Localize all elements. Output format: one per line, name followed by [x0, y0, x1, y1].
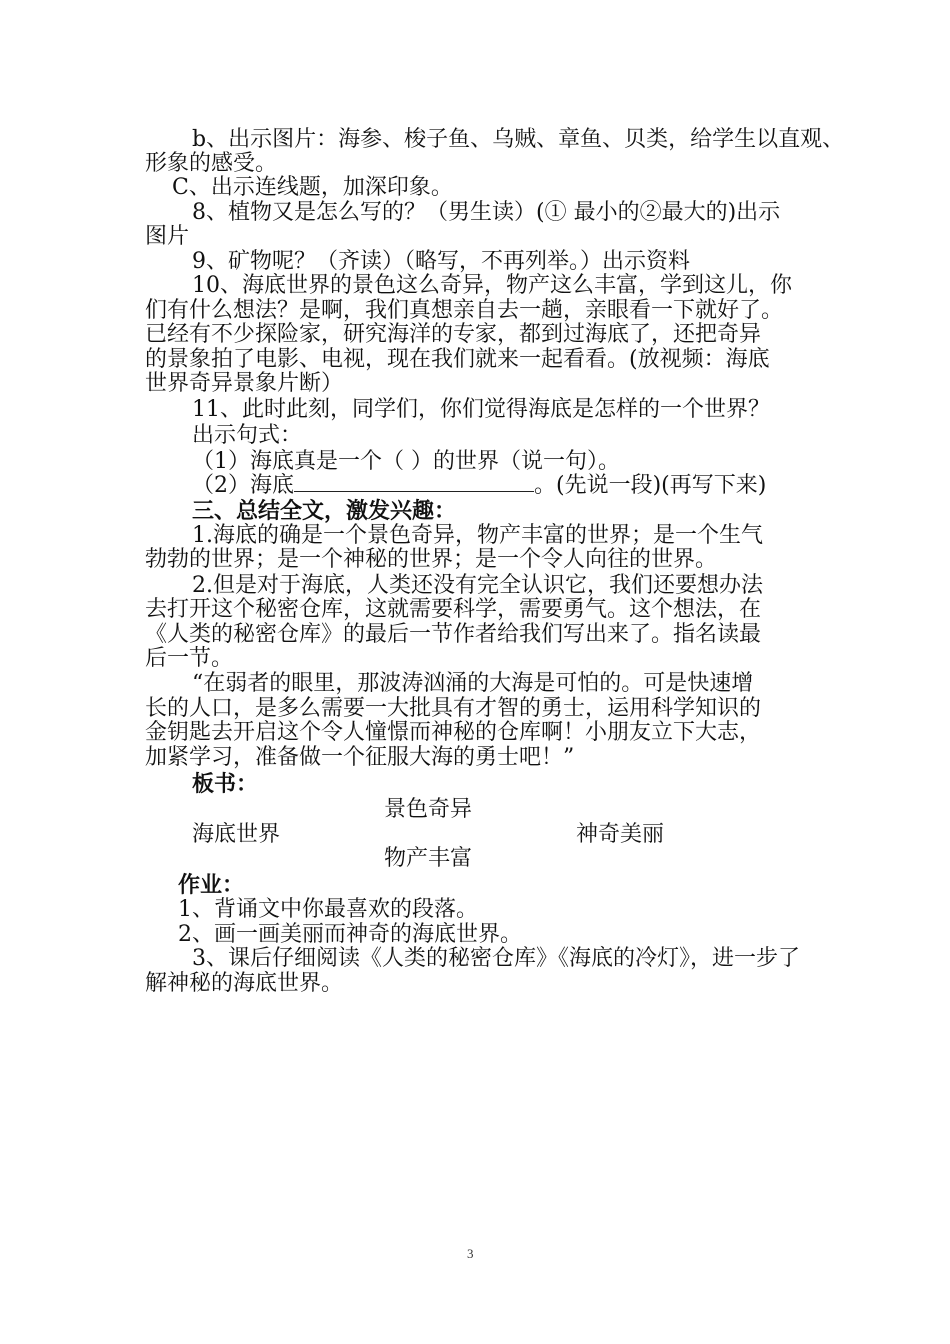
- homework-item-3: 3、课后仔细阅读《人类的秘密仓库》《海底的冷灯》，进一步了: [192, 946, 800, 971]
- line-10-scenery: 10、海底世界的景色这么奇异，物产这么丰富，学到这儿，你: [192, 273, 792, 298]
- line-c-matching: C、出示连线题，加深印象。: [172, 175, 453, 200]
- board-heading: 板书：: [192, 771, 259, 797]
- line-10-cont-4: 世界奇异景象片断）: [145, 371, 344, 396]
- line-quote-2: 长的人口，是多么需要一大批具有才智的勇士，运用科学知识的: [145, 696, 762, 721]
- line-summary-2-cont-2: 《人类的秘密仓库》的最后一节作者给我们写出来了。指名读最: [145, 622, 762, 647]
- line-summary-1-cont: 勃勃的世界；是一个神秘的世界；是一个令人向往的世界。: [145, 547, 718, 572]
- board-right: 神奇美丽: [576, 822, 665, 847]
- line-summary-2: 2.但是对于海底，人类还没有完全认识它，我们还要想办法: [192, 573, 763, 598]
- line-10-cont-1: 们有什么想法？是啊，我们真想亲自去一趟，亲眼看一下就好了。: [145, 298, 784, 323]
- line-11-question: 11、此时此刻，同学们，你们觉得海底是怎样的一个世界？: [192, 397, 770, 422]
- line-10-cont-3: 的景象拍了电影、电视，现在我们就来一起看看。(放视频：海底: [145, 347, 770, 372]
- pattern-2-suffix: 。(先说一段)(再写下来): [534, 473, 767, 498]
- line-sentence-pattern: 出示句式：: [192, 423, 303, 448]
- line-summary-2-cont-1: 去打开这个秘密仓库，这就需要科学，需要勇气。这个想法，在: [145, 597, 762, 622]
- homework-item-3-cont: 解神秘的海底世界。: [145, 971, 344, 996]
- board-left: 海底世界: [192, 822, 281, 847]
- homework-heading: 作业：: [178, 872, 245, 898]
- line-quote-4: 加紧学习，准备做一个征服大海的勇士吧！”: [145, 745, 575, 770]
- pattern-2-prefix: （2）海底: [192, 473, 294, 498]
- line-b-show-pictures: b、出示图片：海参、梭子鱼、乌贼、章鱼、贝类，给学生以直观、: [192, 127, 845, 152]
- line-quote-3: 金钥匙去开启这个令人憧憬而神秘的仓库啊！小朋友立下大志，: [145, 720, 762, 745]
- line-8-plants: 8、植物又是怎么写的？（男生读）(① 最小的②最大的)出示: [192, 200, 781, 225]
- line-9-minerals: 9、矿物呢？（齐读）（略写，不再列举。）出示资料: [192, 249, 690, 274]
- homework-item-1: 1、背诵文中你最喜欢的段落。: [178, 897, 478, 922]
- board-top: 景色奇异: [384, 797, 473, 822]
- line-pattern-1: （1）海底真是一个（ ）的世界（说一句）。: [192, 449, 620, 474]
- line-summary-2-cont-3: 后一节。: [145, 646, 234, 671]
- line-quote-1: “在弱者的眼里，那波涛汹涌的大海是可怕的。可是快速增: [192, 671, 754, 696]
- line-b-continued: 形象的感受。: [145, 151, 278, 176]
- fill-in-blank: [294, 473, 534, 492]
- line-10-cont-2: 已经有不少探险家，研究海洋的专家，都到过海底了，还把奇异: [145, 322, 762, 347]
- line-8-continued: 图片: [145, 224, 190, 249]
- board-bottom: 物产丰富: [384, 846, 473, 871]
- line-summary-1: 1.海底的确是一个景色奇异，物产丰富的世界；是一个生气: [192, 523, 763, 548]
- line-pattern-2: [192, 473, 766, 499]
- section-3-heading: 三、总结全文，激发兴趣：: [192, 498, 457, 524]
- homework-item-2: 2、画一画美丽而神奇的海底世界。: [178, 922, 522, 947]
- page-number: 3: [467, 1246, 474, 1261]
